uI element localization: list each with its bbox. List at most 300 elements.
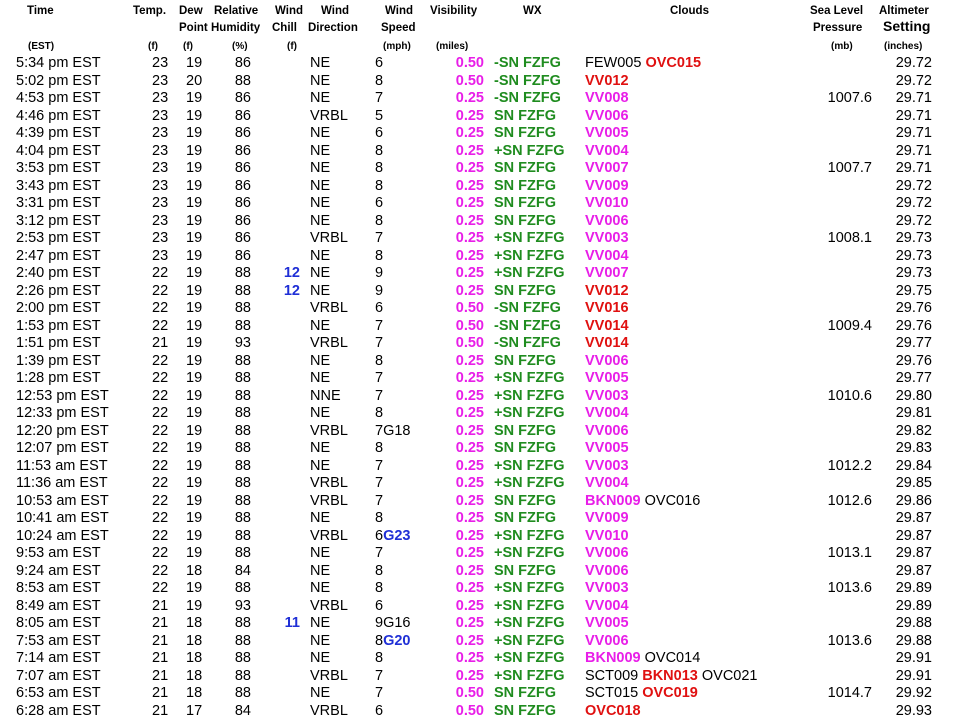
cell-time: 12:33 pm EST <box>16 405 109 421</box>
table-row <box>0 685 958 703</box>
cell-wind-speed <box>375 563 383 581</box>
cell-wind-direction: NE <box>310 352 331 369</box>
cell-dew-point: 19 <box>186 370 203 386</box>
cell-weather: SN FZFG <box>494 282 557 299</box>
table-row <box>0 703 958 720</box>
cloud-layer: VV010 <box>585 195 629 211</box>
cell-humidity: 86 <box>234 107 251 124</box>
cell-humidity: 88 <box>234 492 251 509</box>
cell-humidity: 86 <box>234 142 251 159</box>
cell-weather: +SN FZFG <box>494 527 565 544</box>
wind-speed-value: 7 <box>375 667 384 684</box>
cell-wind-speed <box>375 668 383 686</box>
cell-wind-speed <box>375 440 383 458</box>
cell-humidity: 86 <box>234 230 251 246</box>
cell-weather: +SN FZFG <box>494 650 565 666</box>
wind-speed-value: 7G18 <box>375 422 411 439</box>
cell-pressure: 1008.1 <box>827 230 872 246</box>
wind-speed-value: 8 <box>375 650 384 666</box>
cell-visibility: 0.25 <box>455 615 484 631</box>
cell-humidity: 88 <box>234 545 251 561</box>
cell-wind-direction: NE <box>310 457 331 474</box>
cell-wind-speed <box>375 108 383 126</box>
wind-speed-value: 6 <box>375 55 384 71</box>
cell-time: 12:07 pm EST <box>16 440 109 456</box>
cell-humidity: 88 <box>234 265 251 281</box>
cell-dew-point: 19 <box>186 177 203 194</box>
cell-clouds <box>585 283 629 301</box>
cell-weather: SN FZFG <box>494 702 557 719</box>
cell-wind-direction: NE <box>310 247 331 264</box>
cell-visibility: 0.25 <box>455 440 484 456</box>
cell-clouds <box>585 143 629 161</box>
cell-wind-speed <box>375 143 383 161</box>
cell-altimeter: 29.75 <box>895 282 932 299</box>
cell-wind-speed <box>375 195 383 213</box>
cell-wind-direction: NE <box>310 317 331 334</box>
cell-altimeter: 29.89 <box>895 597 932 614</box>
cell-weather: -SN FZFG <box>494 335 561 351</box>
cell-visibility: 0.25 <box>455 107 484 124</box>
header-dew-1: Dew <box>179 5 203 17</box>
cell-humidity: 88 <box>234 510 251 526</box>
cell-humidity: 88 <box>234 317 251 334</box>
cell-weather: SN FZFG <box>494 352 557 369</box>
cloud-layer: VV003 <box>585 387 629 404</box>
cell-visibility: 0.25 <box>455 125 484 141</box>
cell-temp: 23 <box>152 72 169 89</box>
cell-time: 2:26 pm EST <box>16 282 101 299</box>
cell-temp: 22 <box>152 510 169 526</box>
cell-humidity: 93 <box>234 597 251 614</box>
cell-clouds <box>585 475 629 493</box>
cell-dew-point: 19 <box>186 475 203 491</box>
cell-humidity: 88 <box>234 282 251 299</box>
cell-visibility: 0.25 <box>455 370 484 386</box>
cell-dew-point: 19 <box>186 545 203 561</box>
cell-wind-direction: NE <box>310 405 331 421</box>
cell-temp: 22 <box>152 492 169 509</box>
cell-humidity: 88 <box>234 527 251 544</box>
cell-humidity: 88 <box>234 387 251 404</box>
cell-altimeter: 29.72 <box>895 212 932 229</box>
table-row <box>0 650 958 668</box>
cell-temp: 23 <box>152 90 169 106</box>
cell-weather: +SN FZFG <box>494 230 565 246</box>
cell-altimeter: 29.71 <box>895 160 932 176</box>
wind-speed-value: 8 <box>375 352 384 369</box>
cell-dew-point: 19 <box>186 597 203 614</box>
table-row <box>0 300 958 318</box>
cell-time: 11:36 am EST <box>16 475 108 491</box>
cell-visibility: 0.25 <box>455 650 484 666</box>
cell-time: 7:53 am EST <box>16 632 101 649</box>
header-time: Time <box>27 5 54 17</box>
cell-time: 3:12 pm EST <box>16 212 101 229</box>
cell-humidity: 88 <box>234 650 251 666</box>
cell-pressure: 1010.6 <box>827 387 872 404</box>
cell-temp: 22 <box>152 265 169 281</box>
cell-wind-direction: VRBL <box>310 300 348 316</box>
table-row <box>0 545 958 563</box>
cell-temp: 23 <box>152 177 169 194</box>
cell-pressure: 1012.2 <box>827 457 872 474</box>
cell-wind-speed <box>375 265 383 283</box>
cell-altimeter: 29.84 <box>895 457 932 474</box>
table-row <box>0 353 958 371</box>
unit-dew: (f) <box>183 41 193 52</box>
cell-time: 5:02 pm EST <box>16 72 101 89</box>
cell-clouds <box>585 160 629 178</box>
cell-altimeter: 29.72 <box>895 72 932 89</box>
cell-time: 2:40 pm EST <box>16 265 101 281</box>
cell-humidity: 84 <box>234 562 251 579</box>
cell-clouds <box>585 510 629 528</box>
cell-visibility: 0.25 <box>455 142 484 159</box>
cell-wind-speed <box>375 598 383 616</box>
cell-time: 6:53 am EST <box>16 685 101 701</box>
cell-visibility: 0.25 <box>455 387 484 404</box>
cell-dew-point: 19 <box>186 212 203 229</box>
cell-time: 10:41 am EST <box>16 510 109 526</box>
cell-wind-direction: NE <box>310 177 331 194</box>
table-row <box>0 423 958 441</box>
cell-wind-speed <box>375 283 383 301</box>
cell-wind-speed <box>375 615 410 633</box>
cell-dew-point: 19 <box>186 405 203 421</box>
cell-dew-point: 19 <box>186 300 203 316</box>
wind-speed-value: 8 <box>375 440 384 456</box>
cell-wind-direction: NE <box>310 160 331 176</box>
header-wx: WX <box>523 5 542 17</box>
cell-dew-point: 19 <box>186 440 203 456</box>
cell-altimeter: 29.89 <box>895 580 932 596</box>
cell-clouds <box>585 125 629 143</box>
cell-altimeter: 29.87 <box>895 545 932 561</box>
table-row <box>0 405 958 423</box>
cell-visibility: 0.25 <box>455 405 484 421</box>
cloud-layer: VV006 <box>585 632 629 649</box>
table-row <box>0 370 958 388</box>
cell-wind-speed <box>375 475 383 493</box>
cell-clouds <box>585 108 629 126</box>
cell-time: 10:53 am EST <box>16 492 109 509</box>
cell-weather: SN FZFG <box>494 177 557 194</box>
cell-altimeter: 29.76 <box>895 300 932 316</box>
cell-time: 8:49 am EST <box>16 597 101 614</box>
cell-wind-speed <box>375 353 383 371</box>
cell-wind-speed <box>375 580 383 598</box>
cell-humidity: 88 <box>234 667 251 684</box>
cell-wind-direction: VRBL <box>310 492 348 509</box>
cloud-layer: VV004 <box>585 475 629 491</box>
cell-weather: SN FZFG <box>494 440 557 456</box>
cell-time: 12:53 pm EST <box>16 387 109 404</box>
header-speed-1: Wind <box>385 5 413 17</box>
cell-visibility: 0.25 <box>455 492 484 509</box>
cell-wind-direction: NE <box>310 55 331 71</box>
table-row <box>0 510 958 528</box>
cell-wind-direction: NE <box>310 90 331 106</box>
cell-clouds <box>585 633 629 651</box>
cloud-layer: VV005 <box>585 615 629 631</box>
cell-time: 12:20 pm EST <box>16 422 109 439</box>
unit-altimeter: (inches) <box>884 41 923 52</box>
cell-wind-direction: VRBL <box>310 335 348 351</box>
cell-humidity: 86 <box>234 55 251 71</box>
cell-time: 1:51 pm EST <box>16 335 101 351</box>
wind-speed-value: 8 <box>375 142 384 159</box>
cell-humidity: 88 <box>234 352 251 369</box>
cell-wind-speed <box>375 405 383 423</box>
cell-weather: +SN FZFG <box>494 247 565 264</box>
cell-wind-speed <box>375 90 383 108</box>
header-altimeter-2: Setting <box>883 18 931 34</box>
table-row <box>0 160 958 178</box>
unit-speed: (mph) <box>383 41 411 52</box>
cell-dew-point: 19 <box>186 125 203 141</box>
cell-wind-direction: VRBL <box>310 702 348 719</box>
cell-humidity: 88 <box>234 580 251 596</box>
table-row <box>0 475 958 493</box>
cloud-layer: VV005 <box>585 125 629 141</box>
cell-clouds <box>585 55 701 73</box>
cell-visibility: 0.50 <box>455 72 484 89</box>
cell-pressure: 1012.6 <box>827 492 872 509</box>
header-direction-1: Wind <box>321 5 349 17</box>
cell-altimeter: 29.85 <box>895 475 932 491</box>
wind-speed-value: 8 <box>375 160 384 176</box>
cell-clouds <box>585 668 758 686</box>
cloud-layer: VV007 <box>585 265 629 281</box>
cell-wind-direction: NE <box>310 650 331 666</box>
cell-humidity: 86 <box>234 125 251 141</box>
cell-wind-direction: NE <box>310 632 331 649</box>
cell-dew-point: 19 <box>186 352 203 369</box>
cell-weather: +SN FZFG <box>494 475 565 491</box>
cell-wind-speed <box>375 545 383 563</box>
wind-speed-value: 8 <box>375 510 384 526</box>
header-speed-2: Speed <box>381 22 416 34</box>
cell-time: 4:53 pm EST <box>16 90 101 106</box>
cell-dew-point: 19 <box>186 230 203 246</box>
cell-time: 11:53 am EST <box>16 457 108 474</box>
wind-speed-value: 7 <box>375 370 384 386</box>
cell-weather: -SN FZFG <box>494 90 561 106</box>
cell-temp: 21 <box>152 615 169 631</box>
cell-clouds <box>585 440 629 458</box>
cell-temp: 23 <box>152 107 169 124</box>
wind-speed-value: 7 <box>375 457 384 474</box>
cell-weather: -SN FZFG <box>494 300 561 316</box>
cell-visibility: 0.50 <box>455 317 484 334</box>
cell-temp: 23 <box>152 55 169 71</box>
table-row <box>0 283 958 301</box>
cell-altimeter: 29.73 <box>895 247 932 264</box>
cloud-layer: VV009 <box>585 177 629 194</box>
header-chill-1: Wind <box>275 5 303 17</box>
unit-pressure: (mb) <box>831 41 853 52</box>
cell-humidity: 86 <box>234 177 251 194</box>
cell-wind-direction: NE <box>310 580 331 596</box>
cell-temp: 22 <box>152 282 169 299</box>
cell-time: 7:07 am EST <box>16 667 101 684</box>
wind-speed-value: 8 <box>375 212 384 229</box>
header-dew-2: Point <box>179 22 208 34</box>
cell-dew-point: 19 <box>186 107 203 124</box>
wind-speed-value: 7 <box>375 685 384 701</box>
cell-humidity: 86 <box>234 195 251 211</box>
cloud-layer: VV006 <box>585 212 629 229</box>
cell-altimeter: 29.91 <box>895 650 932 666</box>
cell-wind-speed <box>375 423 410 441</box>
wind-speed-value: 6 <box>375 125 384 141</box>
cell-altimeter: 29.76 <box>895 352 932 369</box>
cell-altimeter: 29.91 <box>895 667 932 684</box>
cell-dew-point: 20 <box>186 72 203 89</box>
cell-altimeter: 29.88 <box>895 632 932 649</box>
cell-wind-speed <box>375 493 383 511</box>
wind-speed-value: 5 <box>375 107 384 124</box>
cell-dew-point: 19 <box>186 335 203 351</box>
cell-altimeter: 29.93 <box>895 702 932 719</box>
table-row <box>0 563 958 581</box>
cell-temp: 22 <box>152 405 169 421</box>
wind-speed-value: 9G16 <box>375 615 411 631</box>
cell-humidity: 88 <box>234 72 251 89</box>
cell-temp: 22 <box>152 387 169 404</box>
cell-humidity: 86 <box>234 160 251 176</box>
cell-wind-speed <box>375 318 383 336</box>
cell-visibility: 0.25 <box>455 195 484 211</box>
header-pressure-2: Pressure <box>813 22 863 34</box>
cloud-layer: SCT009 <box>585 667 639 684</box>
table-row <box>0 458 958 476</box>
cell-altimeter: 29.87 <box>895 510 932 526</box>
cell-wind-direction: NE <box>310 195 331 211</box>
cell-wind-direction: VRBL <box>310 667 348 684</box>
cell-weather: +SN FZFG <box>494 265 565 281</box>
cell-weather: SN FZFG <box>494 125 557 141</box>
wind-speed-value: 6 <box>375 702 384 719</box>
cloud-layer: OVC014 <box>644 650 701 666</box>
cell-time: 5:34 pm EST <box>16 55 101 71</box>
wind-speed-value: 7 <box>375 492 384 509</box>
cell-altimeter: 29.81 <box>895 405 932 421</box>
cell-dew-point: 17 <box>186 702 203 719</box>
cloud-layer: VV003 <box>585 580 629 596</box>
cell-altimeter: 29.77 <box>895 335 932 351</box>
cloud-layer: VV006 <box>585 107 629 124</box>
wind-gust-value: G20 <box>383 632 411 649</box>
cell-altimeter: 29.71 <box>895 90 932 106</box>
cell-clouds <box>585 318 629 336</box>
cell-time: 2:53 pm EST <box>16 230 101 246</box>
cell-time: 8:53 am EST <box>16 580 101 596</box>
cell-weather: -SN FZFG <box>494 317 561 334</box>
cell-visibility: 0.25 <box>455 90 484 106</box>
cell-wind-speed <box>375 388 383 406</box>
cell-time: 3:31 pm EST <box>16 195 101 211</box>
cell-altimeter: 29.71 <box>895 142 932 159</box>
cloud-layer: OVC021 <box>701 667 758 684</box>
cell-time: 6:28 am EST <box>16 702 101 719</box>
cloud-layer: VV004 <box>585 142 629 159</box>
cell-weather: +SN FZFG <box>494 545 565 561</box>
cell-temp: 21 <box>152 597 169 614</box>
cell-humidity: 88 <box>234 300 251 316</box>
cell-time: 4:39 pm EST <box>16 125 101 141</box>
cell-temp: 23 <box>152 247 169 264</box>
cell-clouds <box>585 178 629 196</box>
cell-visibility: 0.25 <box>455 510 484 526</box>
wind-speed-value: 7 <box>375 387 384 404</box>
cell-altimeter: 29.73 <box>895 265 932 281</box>
cell-visibility: 0.25 <box>455 667 484 684</box>
cloud-layer: OVC016 <box>644 492 701 509</box>
cell-time: 1:39 pm EST <box>16 352 101 369</box>
cell-pressure: 1013.6 <box>827 580 872 596</box>
cell-wind-speed <box>375 510 383 528</box>
cell-weather: SN FZFG <box>494 510 557 526</box>
cell-altimeter: 29.80 <box>895 387 932 404</box>
cell-visibility: 0.25 <box>455 475 484 491</box>
table-row <box>0 633 958 651</box>
cell-wind-direction: NE <box>310 212 331 229</box>
cell-clouds <box>585 685 698 703</box>
cell-altimeter: 29.88 <box>895 615 932 631</box>
table-row <box>0 248 958 266</box>
cell-time: 9:24 am EST <box>16 562 101 579</box>
cell-altimeter: 29.71 <box>895 107 932 124</box>
cell-wind-chill: 12 <box>283 282 300 299</box>
cell-dew-point: 19 <box>186 90 203 106</box>
cell-dew-point: 18 <box>186 632 203 649</box>
cell-wind-speed <box>375 458 383 476</box>
cell-clouds <box>585 545 629 563</box>
cell-temp: 21 <box>152 632 169 649</box>
cell-wind-direction: VRBL <box>310 527 348 544</box>
cell-visibility: 0.25 <box>455 545 484 561</box>
cell-wind-direction: NE <box>310 685 331 701</box>
cell-dew-point: 18 <box>186 562 203 579</box>
header-direction-2: Direction <box>308 22 358 34</box>
table-row <box>0 108 958 126</box>
cloud-layer: VV003 <box>585 230 629 246</box>
wind-speed-value: 8 <box>375 405 384 421</box>
cell-clouds <box>585 248 629 266</box>
cell-clouds <box>585 493 700 511</box>
cell-visibility: 0.25 <box>455 247 484 264</box>
cell-time: 3:43 pm EST <box>16 177 101 194</box>
cell-wind-speed <box>375 370 383 388</box>
cloud-layer: BKN009 <box>585 650 641 666</box>
cloud-layer: VV003 <box>585 457 629 474</box>
cell-weather: SN FZFG <box>494 195 557 211</box>
table-row <box>0 55 958 73</box>
cell-clouds <box>585 650 700 668</box>
table-row <box>0 73 958 91</box>
wind-speed-value: 7 <box>375 475 384 491</box>
wind-speed-value: 9 <box>375 282 384 299</box>
cell-clouds <box>585 73 629 91</box>
cell-weather: +SN FZFG <box>494 667 565 684</box>
cell-visibility: 0.25 <box>455 212 484 229</box>
cell-clouds <box>585 580 629 598</box>
cell-temp: 22 <box>152 562 169 579</box>
cell-humidity: 88 <box>234 370 251 386</box>
table-row <box>0 90 958 108</box>
